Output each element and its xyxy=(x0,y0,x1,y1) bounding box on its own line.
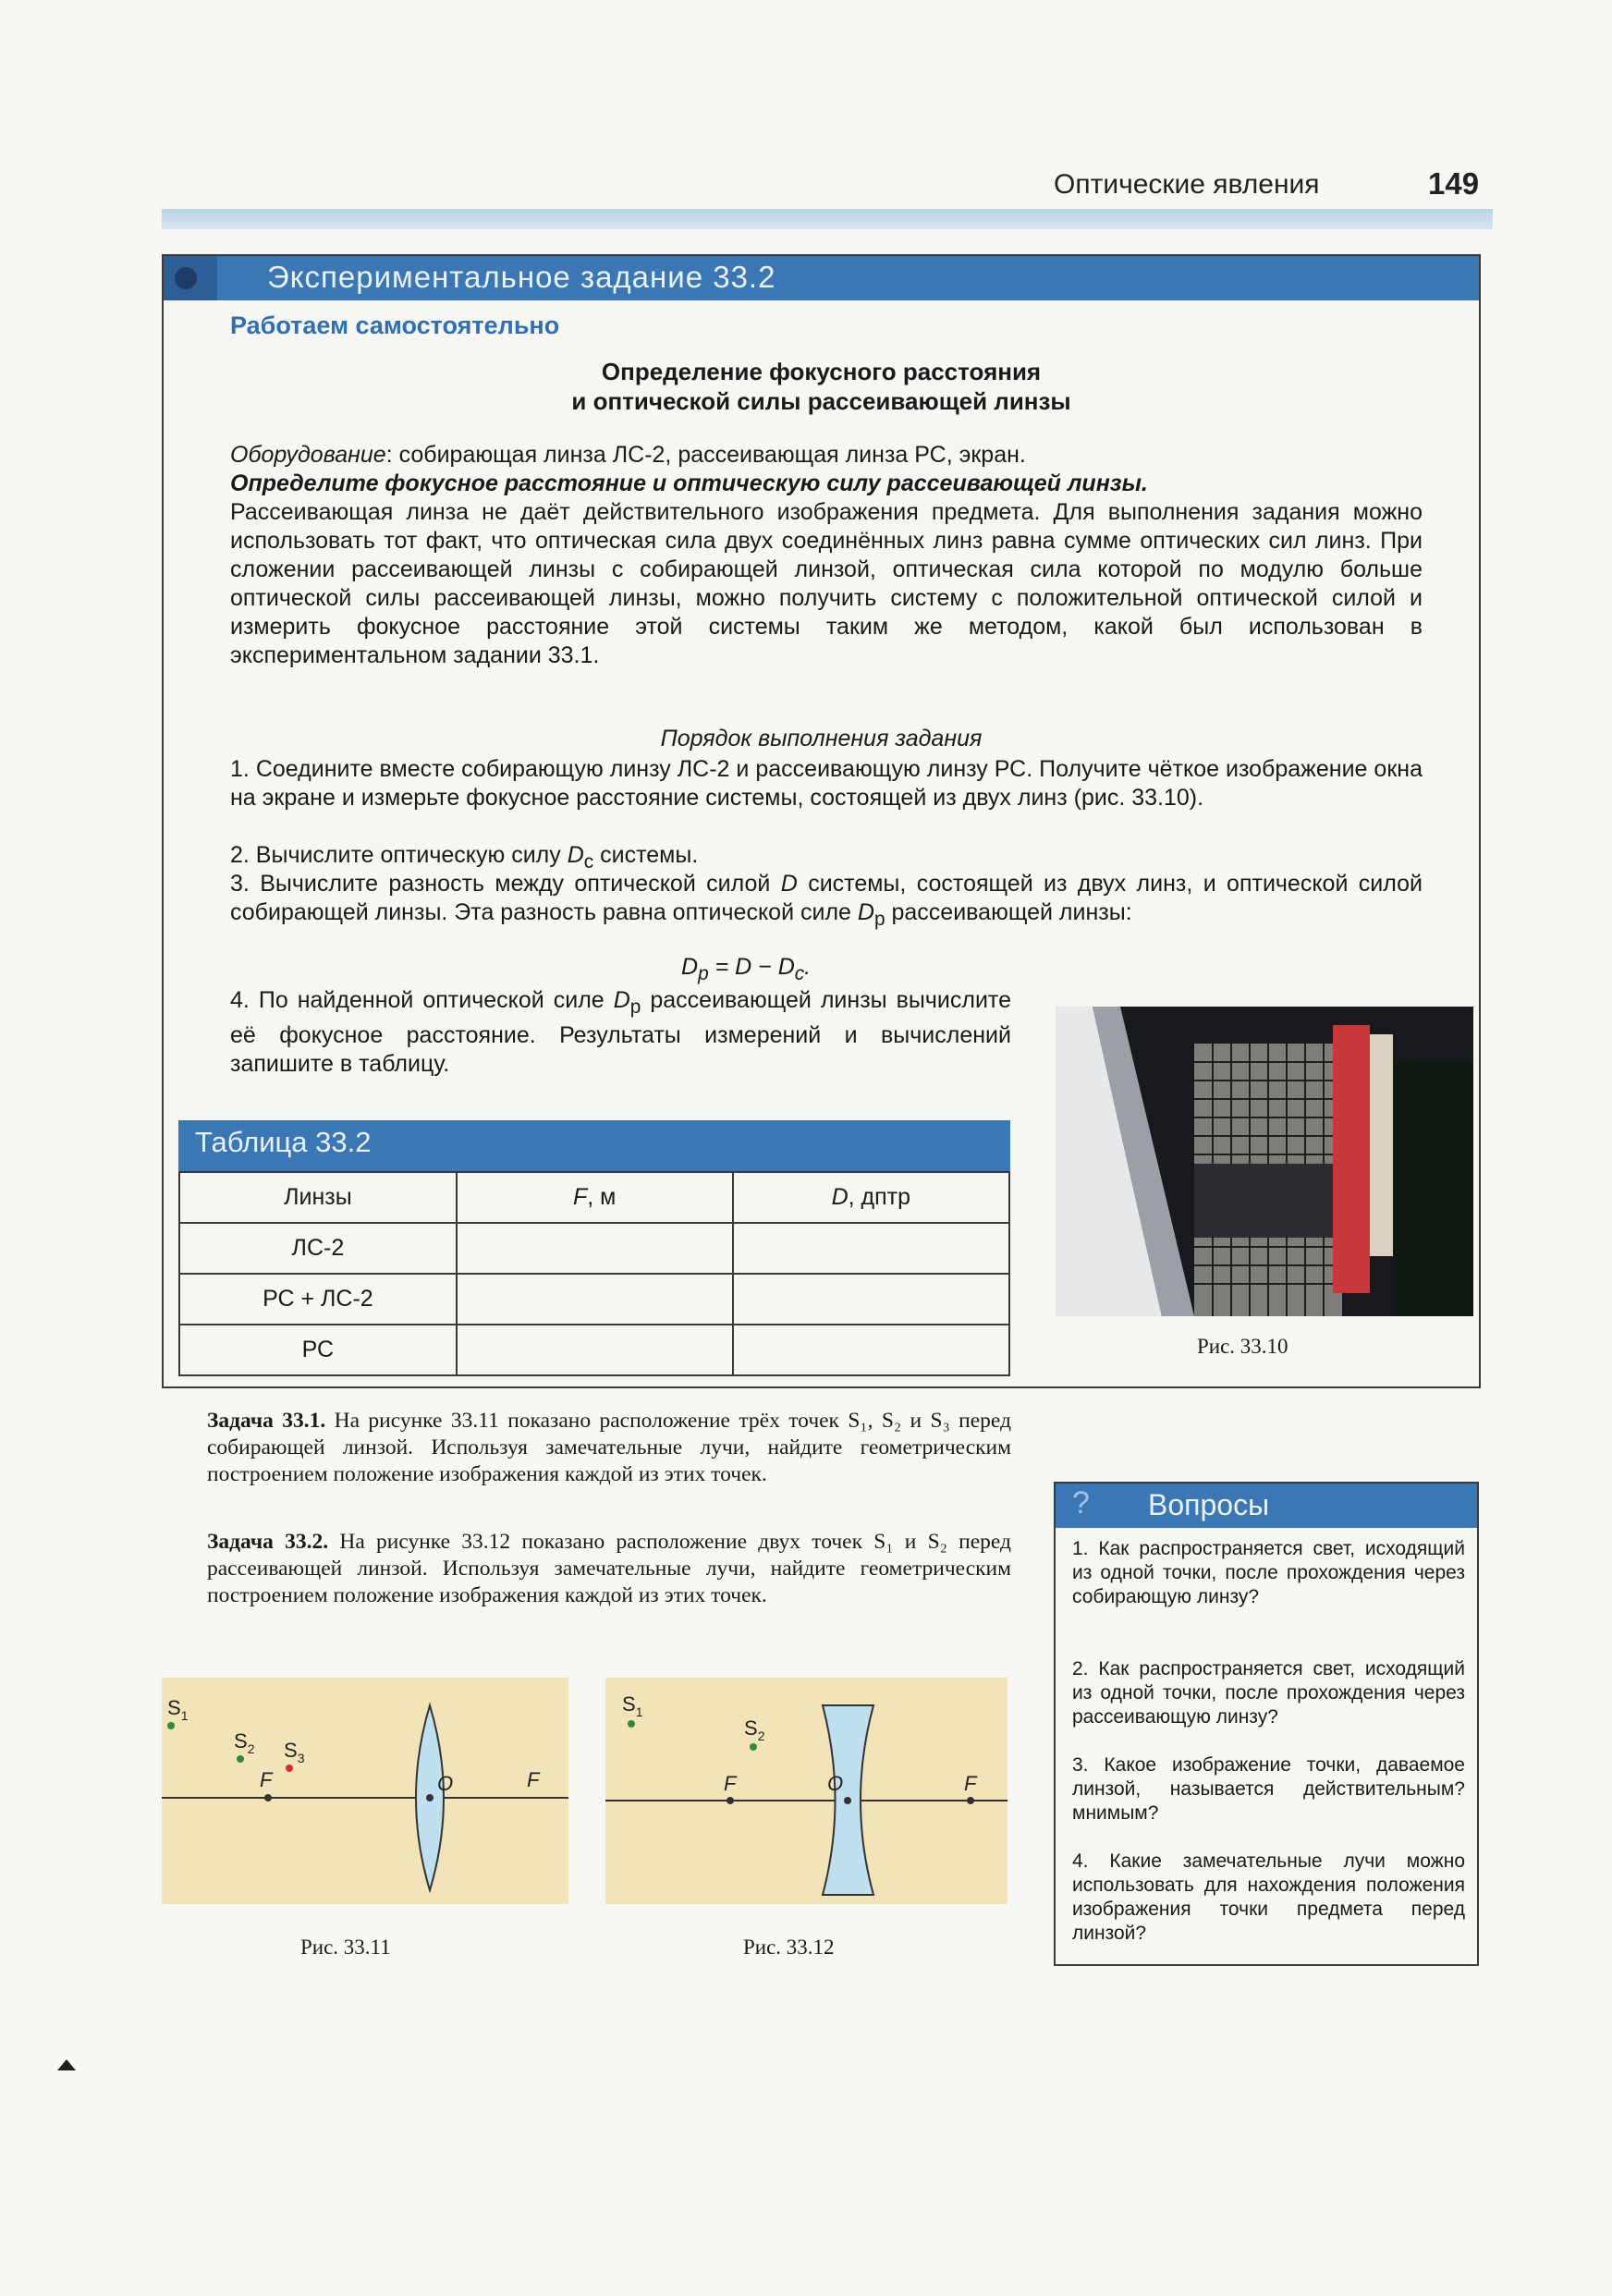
figure-33-12-caption: Рис. 33.12 xyxy=(743,1936,835,1959)
problem-33-1 xyxy=(207,1408,1011,1488)
step-3-b: системы, состоящей из двух линз, и оптической силой собирающей линзы. Эта разность равна оптической силе xyxy=(230,871,1423,925)
figure-33-11-caption: Рис. 33.11 xyxy=(300,1936,391,1959)
label-s1: S xyxy=(167,1696,181,1719)
page-number: 149 xyxy=(1428,166,1480,201)
procedure-title: Порядок выполнения задания xyxy=(660,726,983,751)
questions-box xyxy=(1054,1482,1479,1966)
formula-rhs-sub: с xyxy=(794,963,805,984)
table-row xyxy=(179,1274,1009,1325)
label-f-left: F xyxy=(260,1768,273,1791)
focus-left xyxy=(727,1797,734,1804)
label-s3: S xyxy=(284,1739,298,1762)
focus-right xyxy=(967,1797,974,1804)
equipment-label: Оборудование xyxy=(230,442,386,468)
lens-center xyxy=(426,1794,434,1801)
point-s1 xyxy=(167,1722,175,1729)
formula-lhs-sub: р xyxy=(698,963,709,984)
label-f-left: F xyxy=(724,1772,737,1795)
table-row xyxy=(179,1325,1009,1375)
problem-label: Задача 33.2. xyxy=(207,1530,329,1554)
problem-text: На рисунке 33.12 показано расположение двух точек S₁ и S₂ перед рассеивающей линзой. Используя замечательные лучи, найдите геометрическим построением положение изображения каждой из этих точек. xyxy=(207,1530,1011,1607)
sub-p: р xyxy=(873,909,885,930)
svg-text:S1 xyxy=(622,1692,643,1719)
label-s1-sub: 1 xyxy=(180,1708,189,1723)
svg-text:S1 xyxy=(167,1696,189,1723)
equipment-text: : собирающая линза ЛС-2, рассеивающая линза РС, экран. xyxy=(385,442,1026,468)
header-strip xyxy=(162,209,1493,229)
label-f-right: F xyxy=(964,1772,977,1795)
var-d: D xyxy=(831,1184,849,1210)
questions-header xyxy=(1056,1484,1477,1528)
table-cell: РС + ЛС-2 xyxy=(179,1274,457,1325)
instruction: Определите фокусное расстояние и оптическую силу рассеивающей линзы. xyxy=(230,470,1148,496)
table-title: Таблица 33.2 xyxy=(195,1126,372,1158)
table-cell xyxy=(733,1274,1009,1325)
label-s2-sub: 2 xyxy=(757,1728,765,1743)
table-header-row xyxy=(179,1172,1009,1223)
col-focal xyxy=(457,1172,733,1223)
label-f-right: F xyxy=(527,1768,540,1791)
step-3-a: 3. Вычислите разность между оптической силой xyxy=(230,871,781,897)
bullet-icon xyxy=(175,267,197,289)
body-paragraph: Рассеивающая линза не даёт действительного изображения предмета. Для выполнения задания можно использовать тот факт, что оптическая сила двух соединённых линз равна сумме оптических сил линз. При сложении рассеивающей линзы с собирающей линзой, оптическая сила которой по модулю больше оптической силы рассеивающей линзы, можно получить систему с положительной оптической силой и измерить фокусное расстояние этой системы таким же методом, какой был использован в экспериментальном задании 33.1. xyxy=(230,499,1423,668)
results-table-block xyxy=(178,1120,1010,1376)
step-4-b: рассеивающей линзы вычислите её фокусное расстояние. Результаты измерений и вычислений запишите в таблицу. xyxy=(230,987,1011,1077)
svg-text:S2 xyxy=(234,1729,255,1756)
figure-33-12 xyxy=(605,1678,1008,1904)
col-lenses: Линзы xyxy=(179,1172,457,1223)
point-s3 xyxy=(286,1765,293,1772)
unit-dptr: , дптр xyxy=(848,1184,910,1210)
col-power xyxy=(733,1172,1009,1223)
question-item: 1. Как распространяется свет, исходящий из одной точки, после прохождения через собирающую линзу? xyxy=(1072,1538,1465,1607)
label-s1-sub: 1 xyxy=(635,1704,643,1719)
step-3-c: рассеивающей линзы: xyxy=(885,899,1132,925)
label-s2-sub: 2 xyxy=(247,1741,255,1756)
formula-end: . xyxy=(804,954,812,980)
var-d: D xyxy=(613,987,630,1013)
formula-mid: = D − D xyxy=(708,954,795,980)
point-s2 xyxy=(237,1755,244,1763)
table-header-bar xyxy=(178,1120,1010,1171)
label-o: O xyxy=(437,1772,454,1795)
table-row xyxy=(179,1223,1009,1274)
table-cell xyxy=(457,1325,733,1375)
step-4-a: 4. По найденной оптической силе xyxy=(230,987,614,1013)
lens-center xyxy=(844,1797,851,1804)
label-s2: S xyxy=(234,1729,248,1753)
step-3 xyxy=(230,870,1423,934)
formula-lhs: D xyxy=(681,954,699,980)
running-header: Оптические явления xyxy=(1054,169,1320,200)
table-cell xyxy=(733,1325,1009,1375)
step-4 xyxy=(230,986,1011,1079)
var-d: D xyxy=(780,871,798,897)
experimental-task-header xyxy=(164,256,1479,300)
photo-illustration xyxy=(1056,1007,1473,1316)
question-mark-icon: ? xyxy=(1072,1485,1090,1520)
results-table xyxy=(178,1171,1010,1376)
label-s1: S xyxy=(622,1692,636,1716)
converging-lens-diagram xyxy=(162,1678,568,1904)
figure-33-11 xyxy=(162,1678,568,1904)
experimental-task-title: Экспериментальное задание 33.2 xyxy=(267,260,776,294)
formula xyxy=(681,954,811,985)
unit-m: , м xyxy=(587,1184,617,1210)
task-title-line1: Определение фокусного расстояния xyxy=(601,358,1042,385)
work-label: Работаем самостоятельно xyxy=(230,311,560,339)
var-d: D xyxy=(857,899,874,925)
table-cell xyxy=(457,1274,733,1325)
photo-caption: Рис. 33.10 xyxy=(1197,1335,1288,1358)
problem-label: Задача 33.1. xyxy=(207,1409,326,1433)
margin-mark xyxy=(57,2059,76,2070)
table-cell: РС xyxy=(179,1325,457,1375)
step-2-suffix: системы. xyxy=(593,842,699,868)
point-s2 xyxy=(750,1743,757,1751)
var-f: F xyxy=(572,1184,588,1210)
sub-c: с xyxy=(583,851,594,873)
question-item: 3. Какое изображение точки, даваемое линзой, называется действительным? мнимым? xyxy=(1072,1754,1465,1824)
problem-text: На рисунке 33.11 показано расположение трёх точек S₁, S₂ и S₃ перед собирающей линзой. Используя замечательные лучи, найдите геометрическим построением положение изображения каждой из этих точек. xyxy=(207,1409,1011,1486)
label-s3-sub: 3 xyxy=(297,1751,305,1765)
step-2-prefix: 2. Вычислите оптическую силу xyxy=(230,842,568,868)
experimental-task-box xyxy=(162,254,1481,1388)
table-cell xyxy=(457,1223,733,1274)
diverging-lens-diagram xyxy=(605,1678,1008,1904)
focus-left xyxy=(264,1794,272,1801)
table-cell xyxy=(733,1223,1009,1274)
point-s1 xyxy=(628,1720,635,1728)
table-cell: ЛС-2 xyxy=(179,1223,457,1274)
question-item: 4. Какие замечательные лучи можно использовать для нахождения положения изображения точки предмета перед линзой? xyxy=(1072,1850,1465,1944)
svg-text:S3 xyxy=(284,1739,305,1765)
questions-title: Вопросы xyxy=(1148,1488,1270,1521)
problem-33-2 xyxy=(207,1529,1011,1609)
task-title-line2: и оптической силы рассеивающей линзы xyxy=(571,387,1071,415)
label-o: O xyxy=(827,1772,844,1795)
photo-lens-setup xyxy=(1056,1007,1473,1316)
equipment-paragraph xyxy=(230,441,1423,470)
var-d: D xyxy=(567,842,584,868)
step-1: 1. Соедините вместе собирающую линзу ЛС-2 и рассеивающую линзу РС. Получите чёткое изображение окна на экране и измерьте фокусное расстояние системы, состоящей из двух линз (рис. 33.10). xyxy=(230,756,1423,811)
svg-text:S2 xyxy=(744,1716,765,1743)
label-s2: S xyxy=(744,1716,758,1740)
sub-p: р xyxy=(629,996,641,1018)
question-item: 2. Как распространяется свет, исходящий из одной точки, после прохождения через рассеивающую линзу? xyxy=(1072,1658,1465,1728)
